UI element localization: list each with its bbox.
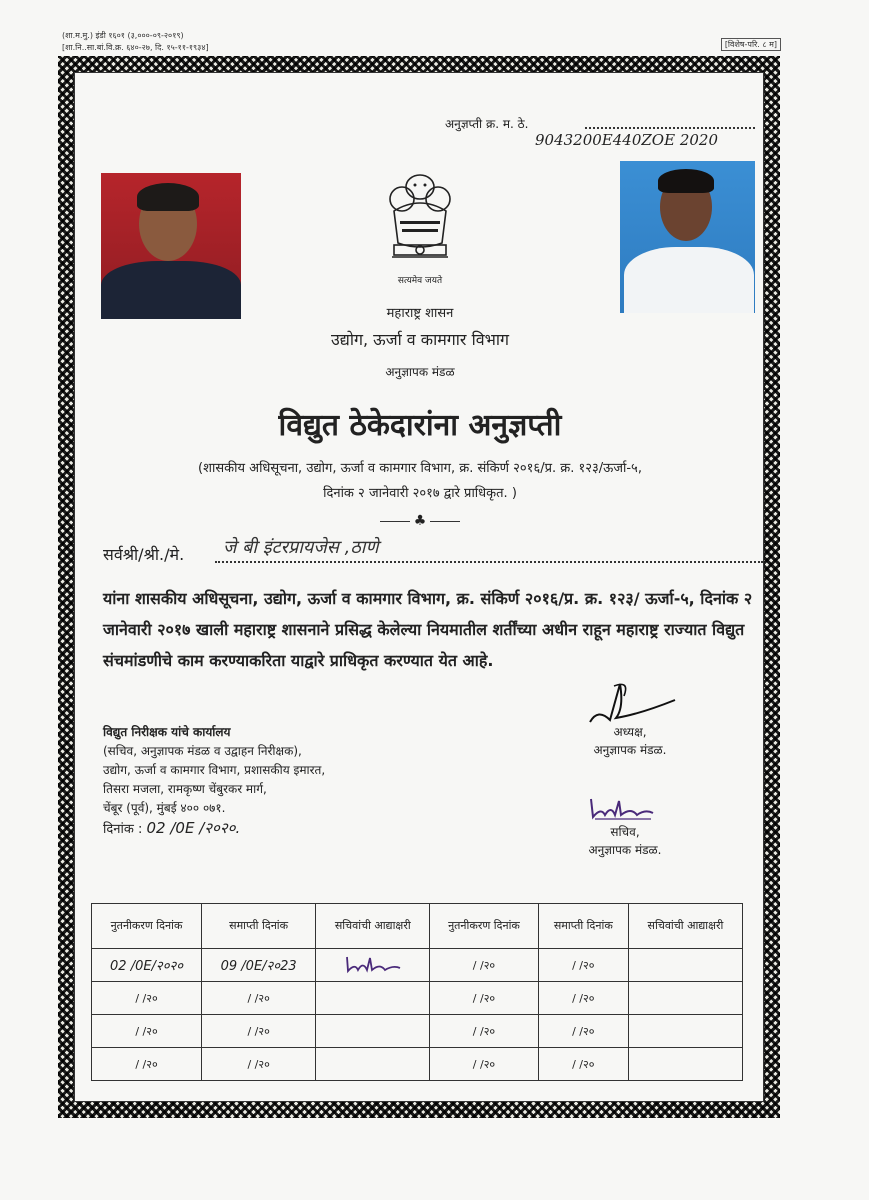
table-cell (316, 982, 430, 1015)
emblem-motto: सत्यमेव जयते (397, 276, 443, 286)
table-cell: / /२० (92, 982, 202, 1015)
table-cell: / /२० (538, 1015, 628, 1048)
license-number-line (585, 117, 755, 129)
holder-name: जे बी इंटरप्रायजेस ,ठाणे (223, 537, 379, 558)
table-cell: 09 /0E/२०23 (202, 949, 316, 982)
chairman-board: अनुज्ञापक मंडळ. (593, 743, 667, 757)
office-line3: तिसरा मजला, रामकृष्ण चेंबुरकर मार्ग, (103, 782, 267, 796)
table-cell: / /२० (430, 1015, 538, 1048)
chairman-signature (580, 678, 680, 728)
authorization-text: यांना शासकीय अधिसूचना, उद्योग, ऊर्जा व कामगार विभाग, क्र. संकिर्ण २०१६/प्र. क्र. १२३/ ऊर्जा-५, दिनांक २ जानेवारी २०१७ खाली महाराष्ट्र शासनाने प्रसिद्ध केलेल्या नियमातील शर्तींच्या अधीन राहून महाराष्ट्र राज्यात विद्युत संचमांडणीचे काम करण्याकरिता याद्वारे प्राधिकृत करण्यात येत आहे. (103, 589, 753, 670)
table-row (92, 982, 743, 1015)
table-cell: / /२० (202, 1048, 316, 1081)
table-cell: / /२० (430, 1048, 538, 1081)
office-title: विद्युत निरीक्षक यांचे कार्यालय (103, 725, 231, 739)
col-renewal-date: नुतनीकरण दिनांक (92, 904, 202, 949)
secretary-title: सचिव, (610, 825, 640, 839)
issue-date (103, 818, 240, 838)
photo-left (101, 173, 241, 319)
office-line2: उद्योग, ऊर्जा व कामगार विभाग, प्रशासकीय इमारत, (103, 763, 326, 777)
subtitle-line1: (शासकीय अधिसूचना, उद्योग, ऊर्जा व कामगार विभाग, क्र. संकिर्ण २०१६/प्र. क्र. १२३/ऊर्जा-५, (198, 461, 642, 476)
office-address (103, 723, 325, 818)
license-number: 9043200E440ZOE 2020 (535, 131, 718, 149)
table-cell (316, 1048, 430, 1081)
col-secretary-initials-2: सचिवांची आद्याक्षरी (628, 904, 742, 949)
state-emblem-icon (380, 165, 460, 275)
secretary-designation (565, 823, 685, 859)
board-name: अनुज्ञापक मंडळ (385, 365, 455, 379)
issue-date-value: 02 /0E /२०२०. (146, 819, 241, 837)
holder-name-line (215, 561, 763, 563)
table-row (92, 949, 743, 982)
table-cell: / /२० (430, 949, 538, 982)
table-cell: / /२० (430, 982, 538, 1015)
renewal-header-row (92, 904, 743, 949)
table-cell: / /२० (202, 982, 316, 1015)
subtitle-line2: दिनांक २ जानेवारी २०१७ द्वारे प्राधिकृत. ) (323, 486, 517, 501)
table-row (92, 1015, 743, 1048)
table-cell (628, 982, 742, 1015)
renewal-table (91, 903, 743, 1081)
table-cell (316, 1015, 430, 1048)
issue-date-label: दिनांक : (103, 822, 143, 837)
form-tag: [विशेष-परि. ८ म] (721, 38, 781, 51)
chairman-title: अध्यक्ष, (613, 725, 647, 739)
holder-prefix: सर्वश्री/श्री./मे. (103, 545, 185, 564)
form-code-line1: (शा.म.मु.) इंडी १६०१ (३,०००-०९-२०१९) (62, 31, 184, 40)
chairman-designation (575, 723, 685, 759)
table-row (92, 1048, 743, 1081)
form-code (62, 30, 209, 54)
col-secretary-initials: सचिवांची आद्याक्षरी (316, 904, 430, 949)
secretary-signature (587, 793, 657, 823)
certificate-body (74, 72, 764, 1102)
table-cell (628, 1015, 742, 1048)
government-name: महाराष्ट्र शासन (386, 306, 454, 321)
certificate-title: विद्युत ठेकेदारांना अनुज्ञप्ती (278, 408, 562, 443)
initials-signature (343, 953, 403, 975)
photo-right (620, 161, 755, 313)
table-cell: / /२० (92, 1048, 202, 1081)
form-code-line2: [शा.नि..सा.बां.वि.क्र. ६४०-२७, दि. १५-११-१९३४] (62, 43, 209, 52)
secretary-board: अनुज्ञापक मंडळ. (588, 843, 662, 857)
office-line1: (सचिव, अनुज्ञापक मंडळ व उद्वाहन निरीक्षक), (103, 744, 302, 758)
table-cell (628, 949, 742, 982)
col-renewal-date-2: नुतनीकरण दिनांक (430, 904, 538, 949)
table-cell: / /२० (202, 1015, 316, 1048)
club-ornament-icon: ♣ (375, 513, 465, 529)
table-cell (628, 1048, 742, 1081)
office-line4: चेंबूर (पूर्व), मुंबई ४०० ०७१. (103, 801, 226, 815)
col-expiry-date: समाप्ती दिनांक (202, 904, 316, 949)
table-cell: / /२० (538, 982, 628, 1015)
table-cell: / /२० (538, 949, 628, 982)
col-expiry-date-2: समाप्ती दिनांक (538, 904, 628, 949)
license-number-label: अनुज्ञप्ती क्र. म. ठे. (445, 117, 529, 131)
table-cell: 02 /0E/२०२० (92, 949, 202, 982)
decorative-border (58, 56, 780, 1118)
table-cell: / /२० (92, 1015, 202, 1048)
table-cell: / /२० (538, 1048, 628, 1081)
department-name: उद्योग, ऊर्जा व कामगार विभाग (330, 330, 510, 349)
initials-signature-cell (316, 949, 430, 982)
